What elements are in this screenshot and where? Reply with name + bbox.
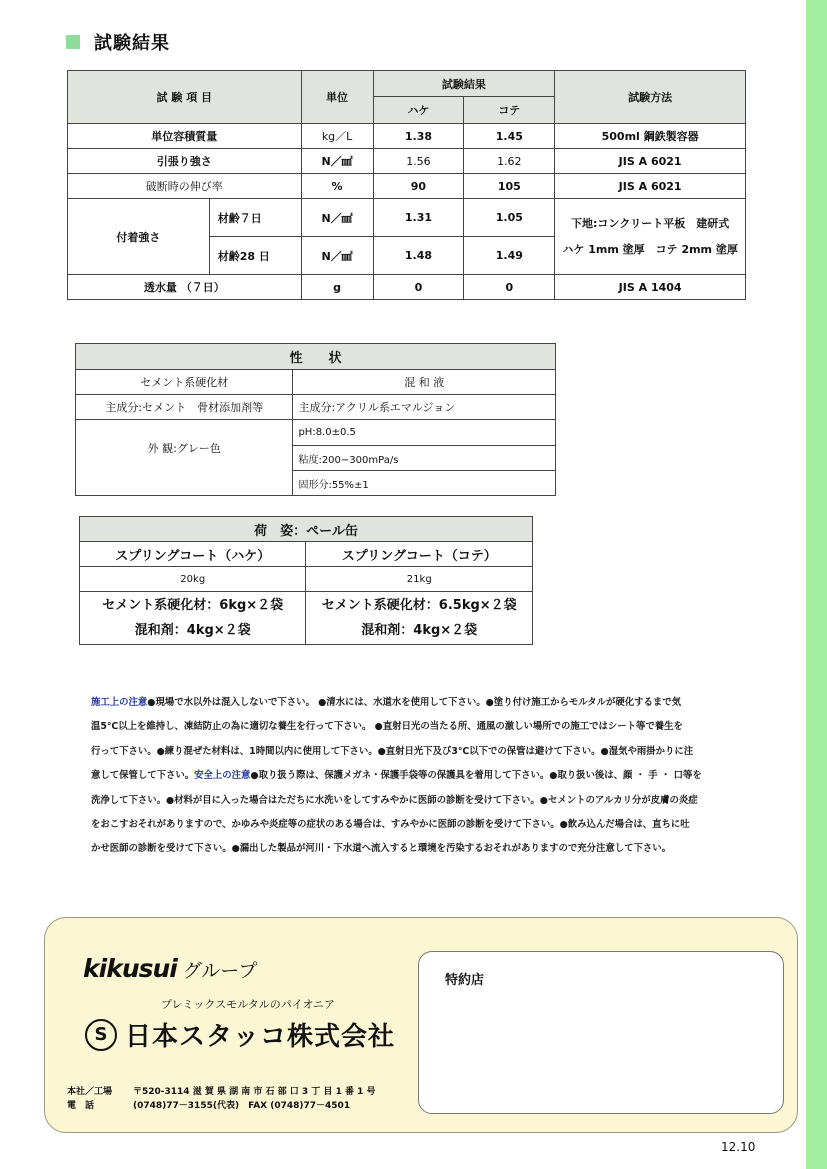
adhesion-kote: 1.49 [464, 237, 555, 275]
header-unit: 単位 [301, 71, 373, 124]
note-line: 温5℃以上を維持し、凍結防止の為に適切な養生を行って下さい。 ●直射日光の当たる所、通風の激しい場所での施工ではシート等で養生を [91, 721, 683, 733]
adhesion-hake: 1.48 [373, 237, 464, 275]
packaging-contents2 [306, 592, 533, 645]
header-hake: ハケ [373, 97, 464, 124]
table-row [68, 199, 746, 237]
row-hake: 1.38 [373, 124, 464, 149]
company-logo [85, 1016, 395, 1053]
note-line [91, 764, 771, 788]
row-method: 500ml 鋼鉄製容器 [555, 124, 746, 149]
section-heading [66, 30, 170, 54]
row-unit: N／㎟ [301, 149, 373, 174]
water-item: 透水量 （７日） [68, 275, 302, 300]
properties-appearance: 外 観:グレー色 [76, 420, 293, 496]
row-unit: kg／L [301, 124, 373, 149]
company-address [67, 1085, 376, 1113]
test-results-table [67, 70, 746, 300]
adhesion-age: 材齢28 日 [209, 237, 301, 275]
note-line: かせ医師の診断を受けて下さい。●漏出した製品が河川・下水道へ流入すると環境を汚染するおそれがありますので充分注意して下さい。 [91, 843, 672, 855]
dealer-box [418, 951, 784, 1114]
packaging-title: 荷 姿：ペール缶 [80, 517, 533, 542]
properties-viscosity: 粘度:200−300mPa/s [293, 446, 556, 471]
phone-text: (0748)77－3155(代表) FAX (0748)77－4501 [133, 1101, 351, 1111]
row-method: JIS A 6021 [555, 149, 746, 174]
packaging-contents1-line1: セメント系硬化材：6kg×２袋 [102, 598, 284, 613]
properties-col2: 混 和 液 [293, 370, 556, 395]
table-row [68, 124, 746, 149]
footer-panel [44, 917, 798, 1133]
safety-precautions-tag: 安全上の注意 [194, 770, 251, 782]
packaging-col1: スプリングコート（ハケ） [80, 542, 306, 567]
table-row [68, 275, 746, 300]
properties-col1: セメント系硬化材 [76, 370, 293, 395]
row-hake: 90 [373, 174, 464, 199]
packaging-col2: スプリングコート（コテ） [306, 542, 533, 567]
properties-title: 性 状 [76, 344, 556, 370]
header-item: 試 験 項 目 [68, 71, 302, 124]
packaging-weight2: 21kg [306, 567, 533, 592]
packaging-contents2-line2: 混和剤：4kg×２袋 [361, 623, 478, 638]
note-text: ●現場で水以外は混入しないで下さい。 ●清水には、水道水を使用して下さい。●塗り付け施工からモルタルが硬化するまで気 [147, 697, 681, 708]
row-unit: % [301, 174, 373, 199]
row-kote: 105 [464, 174, 555, 199]
row-kote: 1.62 [464, 149, 555, 174]
row-method: JIS A 6021 [555, 174, 746, 199]
row-item: 破断時の伸び率 [68, 174, 302, 199]
water-kote: 0 [464, 275, 555, 300]
row-hake: 1.56 [373, 149, 464, 174]
header-results: 試験結果 [373, 71, 555, 97]
table-row [68, 174, 746, 199]
page-number: 12.10 [721, 1140, 756, 1154]
packaging-table [79, 516, 533, 645]
adhesion-label: 付着強さ [68, 199, 210, 275]
water-method: JIS A 1404 [555, 275, 746, 300]
table-row [68, 149, 746, 174]
note-line [91, 691, 771, 715]
adhesion-method [555, 199, 746, 275]
side-accent-bar [806, 0, 827, 1169]
note-text: ●取り扱う際は、保護メガネ・保護手袋等の保護具を着用して下さい。●取り扱い後は、顔 ・ 手 ・ 口等を [250, 770, 702, 782]
adhesion-method-line2: ハケ 1mm 塗厚 コテ 2mm 塗厚 [562, 242, 738, 256]
water-hake: 0 [373, 275, 464, 300]
address-text: 〒520-3114 滋 賀 県 湖 南 市 石 部 口 3 丁 目 1 番 1 号 [133, 1087, 376, 1097]
adhesion-kote: 1.05 [464, 199, 555, 237]
header-kote: コテ [464, 97, 555, 124]
company-name: 日本スタッコ株式会社 [125, 1022, 396, 1052]
dealer-label: 特約店 [445, 973, 485, 988]
packaging-weight1: 20kg [80, 567, 306, 592]
kikusui-logo [83, 954, 257, 983]
adhesion-method-line1: 下地:コンクリート平板 建研式 [571, 216, 730, 230]
section-title: 試験結果 [94, 33, 170, 54]
packaging-contents1-line2: 混和剤：4kg×２袋 [134, 623, 251, 638]
square-bullet-icon [66, 35, 80, 49]
row-item: 単位容積質量 [68, 124, 302, 149]
logo-subtext: グループ [182, 960, 258, 982]
logo-text: kikusui [83, 954, 177, 983]
row-item: 引張り強さ [68, 149, 302, 174]
precautions-text [91, 691, 771, 862]
properties-table [75, 343, 556, 496]
properties-main2: 主成分:アクリル系エマルジョン [293, 395, 556, 420]
note-line: 洗浄して下さい。●材料が目に入った場合はただちに水洗いをしてすみやかに医師の診断を受けて下さい。●セメントのアルカリ分が皮膚の炎症 [91, 794, 698, 806]
adhesion-unit: N／㎟ [301, 199, 373, 237]
phone-label: 電 話 [67, 1101, 95, 1111]
adhesion-hake: 1.31 [373, 199, 464, 237]
packaging-contents2-line1: セメント系硬化材：6.5kg×２袋 [321, 598, 517, 613]
note-line: をおこすおそれがありますので、かゆみや炎症等の症状のある場合は、すみやかに医師の診断を受けて下さい。●飲み込んだ場合は、直ちに吐 [91, 819, 690, 831]
note-line: 行って下さい。●練り混ぜた材料は、1時間以内に使用して下さい。●直射日光下及び3℃以下での保管は避けて下さい。●湿気や雨掛かりに注 [91, 745, 694, 757]
properties-ph: pH:8.0±0.5 [293, 420, 556, 446]
adhesion-age: 材齢７日 [209, 199, 301, 237]
packaging-contents1 [80, 592, 306, 645]
adhesion-unit: N／㎟ [301, 237, 373, 275]
address-label: 本社／工場 [67, 1087, 113, 1097]
properties-main1: 主成分:セメント 骨材添加剤等 [76, 395, 293, 420]
water-unit: g [301, 275, 373, 300]
company-mark-icon: S [85, 1019, 117, 1051]
properties-solids: 固形分:55%±1 [293, 471, 556, 496]
header-method: 試験方法 [555, 71, 746, 124]
company-tagline: プレミックスモルタルのパイオニア [161, 998, 336, 1011]
construction-precautions-tag: 施工上の注意 [91, 697, 148, 708]
row-kote: 1.45 [464, 124, 555, 149]
note-text: 意して保管して下さい。 [91, 770, 195, 782]
